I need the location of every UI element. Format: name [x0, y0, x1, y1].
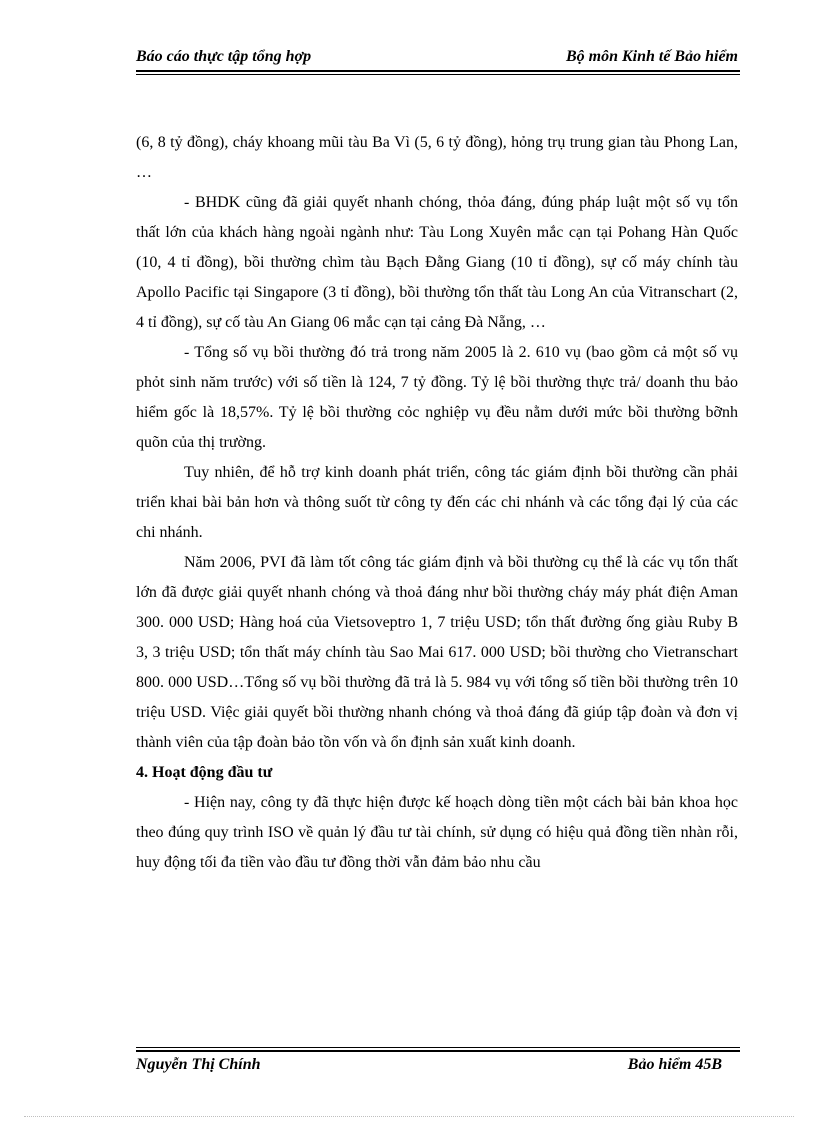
paragraph-total-claims-2005: - Tổng số vụ bồi thường đó trả trong năm 2005 là 2. 610 vụ (bao gồm cả một số vụ phỏt sinh năm trước) với số tiền là 124, 7 tỷ đồng. Tỷ lệ bồi thường thực trả/ doanh thu bảo hiểm gốc là 18,57%. Tỷ lệ bồi thường cỏc nghiệp vụ đều nằm dưới mức bồi thường bỡnh quõn của thị trường. [136, 344, 738, 451]
page-footer [136, 1056, 738, 1078]
paragraph-2006-pvi: Năm 2006, PVI đã làm tốt công tác giám định và bồi thường cụ thể là các vụ tổn thất lớn đã được giải quyết nhanh chóng và thoả đáng như bồi thường cháy máy phát điện Aman 300. 000 USD; Hàng hoá của Vietsoveptro 1, 7 triệu USD; tổn thất đường ống giàu Ruby B 3, 3 triệu USD; tổn thất máy chính tàu Sao Mai 617. 000 USD; bồi thường cho Vietranschart 800. 000 USD…Tổng số vụ bồi thường đã trả là 5. 984 vụ với tổng số tiền bồi thường trên 10 triệu USD. Việc giải quyết bồi thường nhanh chóng và thoả đáng đã giúp tập đoàn và đơn vị thành viên của tập đoàn bảo tồn vốn và ổn định sản xuất kinh doanh. [136, 554, 738, 751]
document-body [136, 128, 738, 878]
paragraph-continuation: (6, 8 tỷ đồng), cháy khoang mũi tàu Ba Vì (5, 6 tỷ đồng), hỏng trụ trung gian tàu Phong Lan, … [136, 134, 738, 181]
paragraph-however: Tuy nhiên, để hỗ trợ kinh doanh phát triển, công tác giám định bồi thường cần phải triển khai bài bản hơn và thông suốt từ công ty đến các chi nhánh và các tổng đại lý của các chi nhánh. [136, 464, 738, 541]
header-rule-thin [136, 74, 740, 75]
footer-rule-thin [136, 1047, 740, 1048]
footer-rule-thick [136, 1050, 740, 1052]
footer-class: Bảo hiểm 45B [627, 1056, 722, 1073]
paragraph-investment: - Hiện nay, công ty đã thực hiện được kế hoạch dòng tiền một cách bài bản khoa học theo đúng quy trình ISO về quản lý đầu tư tài chính, sử dụng có hiệu quả đồng tiền nhàn rỗi, huy động tối đa tiền vào đầu tư đồng thời vẫn đảm bảo nhu cầu [136, 794, 738, 871]
header-report-title: Báo cáo thực tập tổng hợp [136, 48, 312, 65]
page-bottom-dotted-line [24, 1116, 794, 1117]
paragraph-bhdk-claims: - BHDK cũng đã giải quyết nhanh chóng, thỏa đáng, đúng pháp luật một số vụ tổn thất lớn của khách hàng ngoài ngành như: Tàu Long Xuyên mắc cạn tại Pohang Hàn Quốc (10, 4 tỉ đồng), bồi thường chìm tàu Bạch Đằng Giang (10 tỉ đồng), sự cố máy chính tàu Apollo Pacific tại Singapore (3 tỉ đồng), bồi thường tổn thất tàu Long An của Vitranschart (2, 4 tỉ đồng), sự cố tàu An Giang 06 mắc cạn tại cảng Đà Nẵng, … [136, 194, 738, 331]
footer-author: Nguyễn Thị Chính [136, 1056, 261, 1073]
section-heading-investment: 4. Hoạt động đầu tư [136, 764, 273, 781]
page-header [136, 48, 738, 70]
header-rule-thick [136, 70, 740, 72]
header-department: Bộ môn Kinh tế Bảo hiểm [565, 48, 738, 65]
